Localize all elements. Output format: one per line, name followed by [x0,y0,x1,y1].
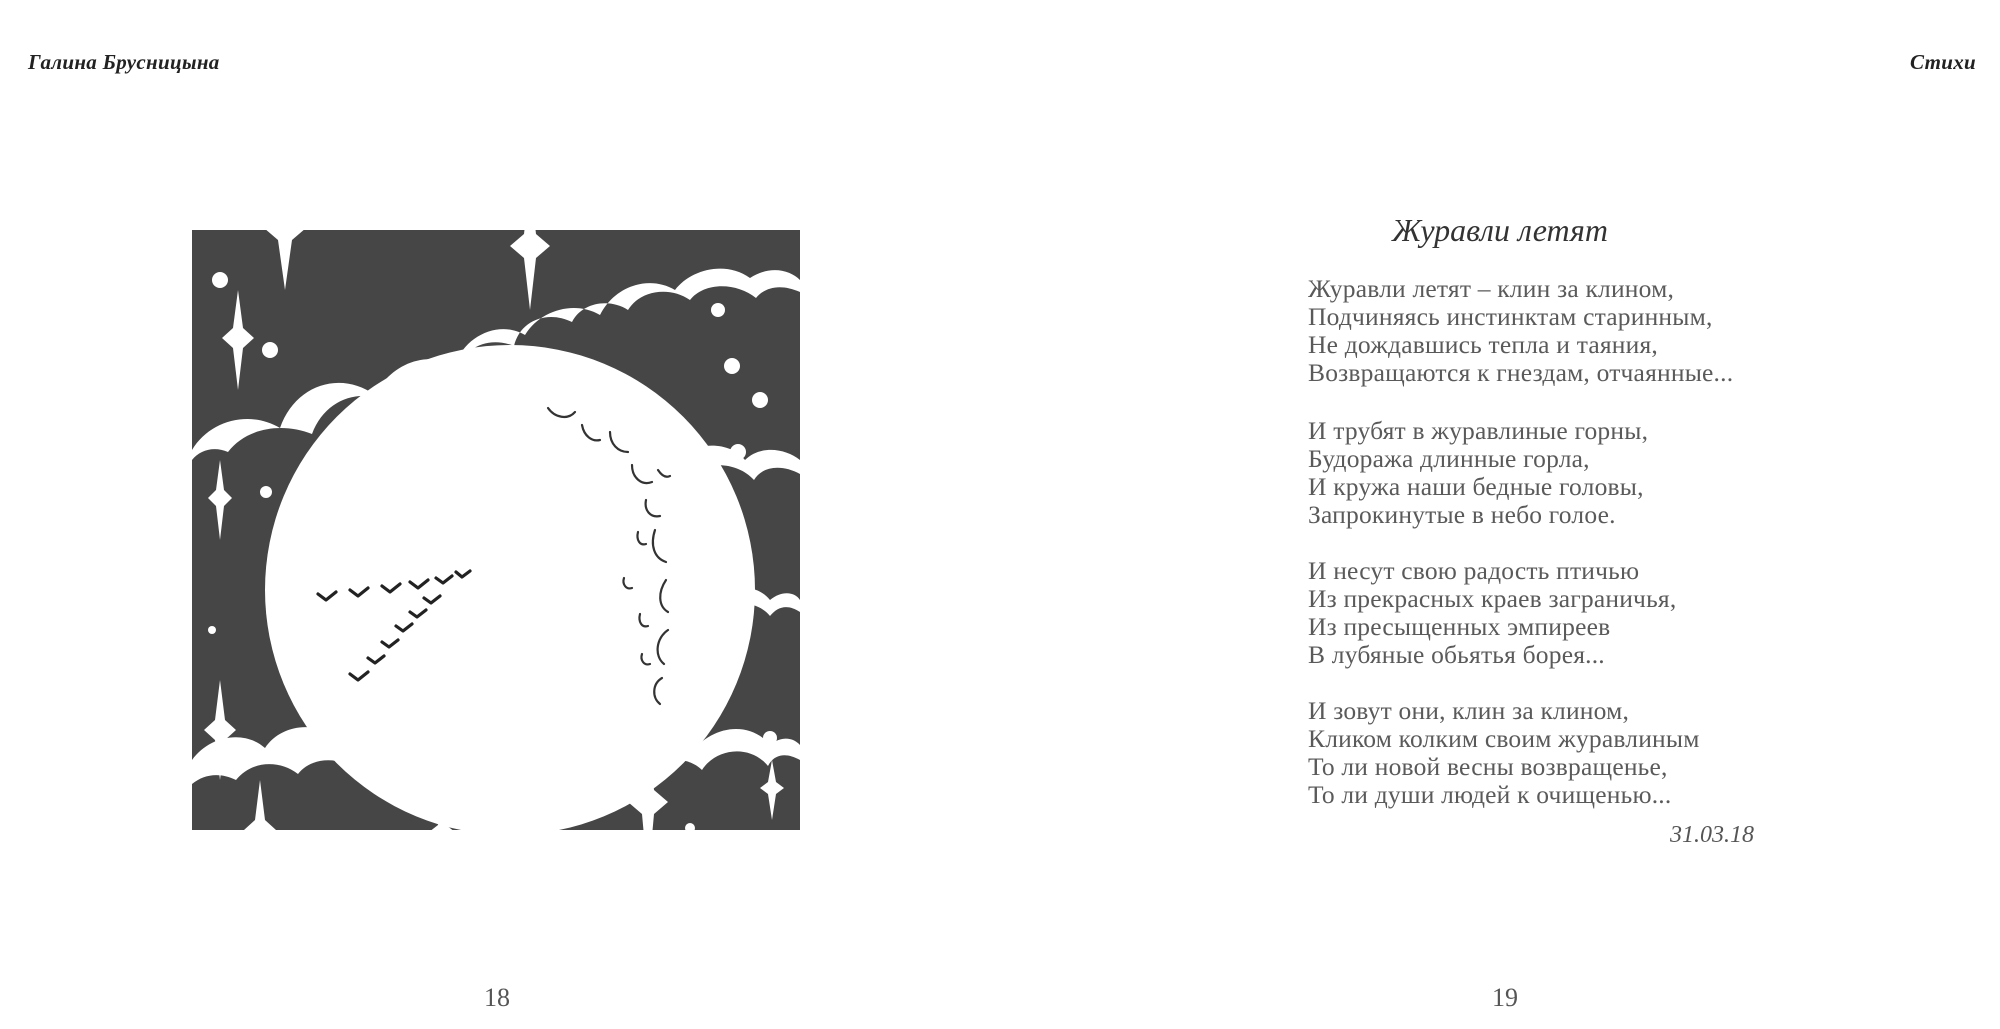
poem-line: Из прекрасных краев заграничья, [1308,584,1677,613]
page-number-left: 18 [484,983,510,1012]
stanza-1 [1308,275,1733,387]
poem-line: И трубят в журавлиные горны, [1308,416,1649,445]
poem-line: То ли новой весны возвращенье, [1308,752,1668,781]
author-running-head: Галина Брусницына [28,50,220,74]
poem-line: Подчиняясь инстинктам старинным, [1308,302,1713,331]
star-dot-10 [685,823,695,833]
star-dot-8 [763,731,777,745]
poem-line: И зовут они, клин за клином, [1308,696,1630,725]
poem-line: В лубяные обьятья борея... [1308,640,1605,669]
stanza-4 [1308,697,1700,809]
star-dot-6 [730,444,746,460]
poem-line: То ли души людей к очищенью... [1308,780,1672,809]
star-dot-2 [262,342,278,358]
poem-line: Кликом колким своим журавлиным [1308,724,1700,753]
stanza-3 [1308,557,1676,669]
star-dot-11 [208,626,216,634]
star-dot-5 [752,392,768,408]
poem-line: Журавли летят – клин за клином, [1308,274,1675,303]
poem-title: Журавли летят [1392,212,1608,248]
stanza-2 [1308,417,1648,529]
page-number-right: 19 [1492,983,1518,1012]
poem-date: 31.03.18 [1670,822,1754,848]
poem-line: Возвращаются к гнездам, отчаянные... [1308,358,1734,387]
poem-line: И несут свою радость птичью [1308,556,1640,585]
star-dot-9 [573,798,587,812]
star-dot-3 [711,303,725,317]
poem-line: Запрокинутые в небо голое. [1308,500,1616,529]
star-dot-4 [724,358,740,374]
section-running-head: Стихи [1910,50,1976,74]
star-dot-1 [212,272,228,288]
star-dot-7 [260,486,272,498]
moon-cranes-illustration [170,160,820,900]
poem-line: Будоража длинные горла, [1308,444,1590,473]
poem-line: И кружа наши бедные головы, [1308,472,1644,501]
poem-line: Из пресыщенных эмпиреев [1308,612,1611,641]
poem-line: Не дождавшись тепла и таяния, [1308,330,1659,359]
